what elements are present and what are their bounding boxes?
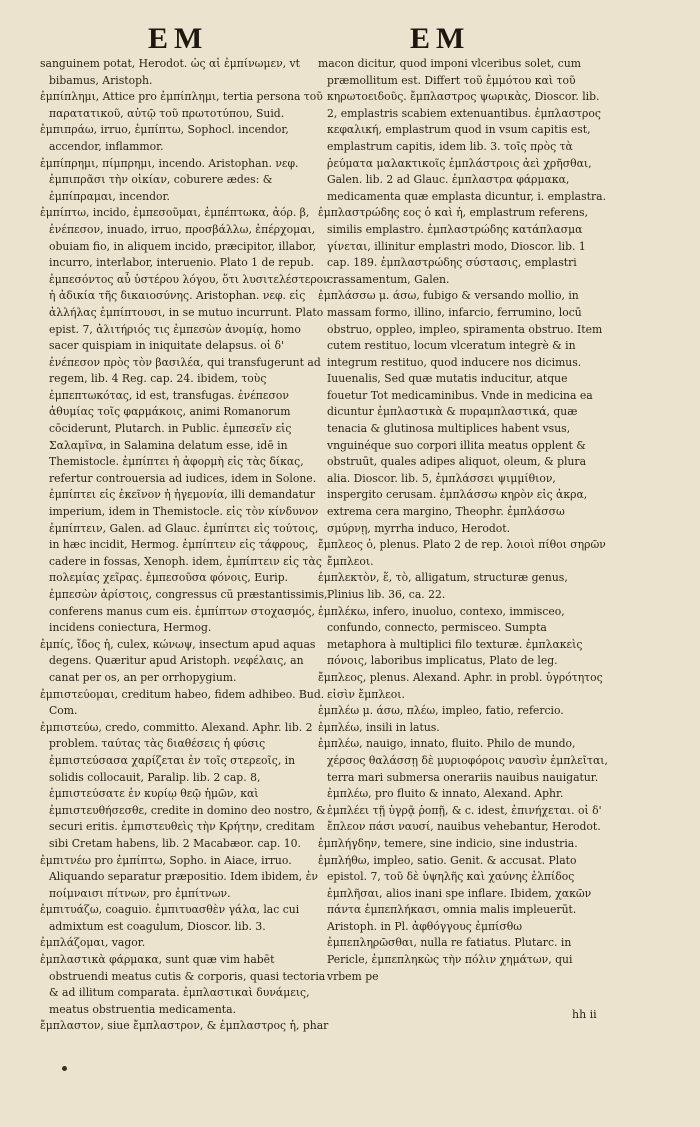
dictionary-entry: ἐμπιπράω, irruo, ἐμπίπτω, Sophocl. incendor, accendor, inflammor.: [40, 123, 289, 153]
dictionary-entry: ἐμπιστεύομαι, creditum habeo, fidem adhibeo. Bud. Com.: [40, 687, 325, 718]
ink-dot: [62, 1066, 67, 1071]
right-column: [318, 56, 608, 985]
dictionary-entry: ἔμπλαστον, siue ἔμπλαστρον, & ἐμπλαστρος ἡ, phar: [40, 1019, 329, 1033]
dictionary-entry: ἐμπίπρημι, πίμπρημι, incendo. Aristophan. νεφ. ἐμπιπρᾶσι τὴν οἰκίαν, coburere ædes: & ἐμπίπραμαι, incendor.: [40, 156, 299, 203]
dictionary-entry: ἔμπλεος ὁ, plenus. Plato 2 de rep. λοιοὶ πίθοι σηρῶν ἔμπλεοι.: [318, 538, 606, 568]
dictionary-entry: ἐμπλέκω, infero, inuoluo, contexo, immisceo, confundo, connecto, permisceo. Sumpta metaphora à multiplici filo texturæ. ἐμπλακεὶς πόνοις, laboribus implicatus, Plato de leg.: [318, 604, 583, 668]
dictionary-entry: ἐμπλέω, nauigo, innato, fluito. Philo de mundo, χέρσος θαλάσσῃ δὲ μυριοφόροις ναυσὶν ἐμπλεῖται, terra mari submersa onerariis nauibus nauigatur. ἐμπλέω, pro fluito & innato, Alexand. Aphr. ἐμπλέει τῇ ὑγρᾷ ῥοπῇ, & c. idest, ἐπινήχεται. οἱ δ' ἔπλεον πάσι ναυσί, nauibus vehebantur, Herodot.: [318, 737, 608, 834]
dictionary-entry: ἐμπιστεύω, credo, committo. Alexand. Aphr. lib. 2 problem. ταύτας τὰς διαθέσεις ἡ φύσις ἐμπιστεύσασα χαρίζεται ἐν τοῖς στερεοῖς, in solidis collocauit, Paralip. lib. 2 cap. 8, ἐμπιστεύσατε ἐν κυρίῳ θεῷ ἡμῶν, καὶ ἐμπιστευθήσεσθε, credite in domino deo nostro, & securi eritis. ἐμπιστευθεὶς τὴν Κρήτην, creditam sibi Cretam habens, lib. 2 Macabæor. cap. 10.: [40, 720, 326, 850]
dictionary-entry: ἐμπλήγδην, temere, sine indicio, sine industria.: [318, 836, 578, 850]
signature-mark: hh ii: [572, 1008, 597, 1021]
dictionary-entry: sanguinem potat, Herodot. ὡς αἱ ἐμπίνωμεν, vt bibamus, Aristoph.: [40, 57, 300, 87]
dictionary-entry: ἐμπλέω μ. άσω, πλέω, impleo, fatio, refercio.: [318, 704, 564, 718]
dictionary-entry: ἐμπίπλημι, Attice pro ἐμπίπλημι, tertia persona τοῦ παρατατικοῦ, αὐτῷ τοῦ πρωτοτύπου, Suid.: [40, 90, 323, 120]
dictionary-entry: ἐμπλεκτὸν, ἕ, τὸ, alligatum, structuræ genus, Plinius lib. 36, ca. 22.: [318, 571, 568, 601]
dictionary-entry: ἔμπλεος, plenus. Alexand. Aphr. in probl. ὑγρότητος εἰσὶν ἔμπλεοι.: [318, 670, 603, 701]
dictionary-entry: ἐμπιτυάζω, coaguio. ἐμπιτυασθὲν γάλα, lac cui admixtum est coagulum, Dioscor. lib. 3.: [40, 903, 300, 933]
dictionary-entry: ἐμπλέω, insili in latus.: [318, 720, 440, 734]
dictionary-entry: ἐμπλήθω, impleo, satio. Genit. & accusat. Plato epistol. 7, τοῦ δὲ ὑψηλῆς καὶ χαύνης ἐλπίδος ἐμπλῆσαι, alios inani spe inflare. Ibidem, χακῶν πάντα ἐμπεπλήκασι, omnia malis impleuerūt. Aristoph. in Pl. ἀφθόγγους ἐμπίσθω ἐμπεπληρῶσθαι, nulla re fatiatus. Plutarc. in Pericle, ἐμπεπληκὼς τὴν πόλιν χημάτων, qui vrbem pe: [318, 853, 592, 983]
dictionary-entry: ἐμπίς, ἴδος ἡ, culex, κώνωψ, insectum apud aquas degens. Quæritur apud Aristoph. νεφέλαις, an canat per os, an per orrhopygium.: [40, 637, 316, 684]
dictionary-entry: ἐμπιτνέω pro ἐμπίπτω, Sopho. in Aiace, irruo. Aliquando separatur præpositio. Idem ibidem, ἐν ποίμναισι πίτνων, pro ἐμπίτνων.: [40, 853, 318, 900]
dictionary-entry: macon dicitur, quod imponi vlceribus solet, cum præmollitum est. Differt τοῦ ἐμμότου καὶ τοῦ κηρωτοειδοῦς. ἔμπλαστρος ψωρικὰς, Dioscor. lib. 2, emplastris scabiem extenuantibus. ἐμπλαστρος κεφαλική, emplastrum quod in vsum capitis est, emplastrum capitis, idem lib. 3. τοῖς πρὸς τὰ ῥεύματα μαλακτικοῖς ἐμπλάστροις ἀεὶ χρῆσθαι, Galen. lib. 2 ad Glauc. ἐμπλαστρα φάρμακα, medicamenta quæ emplasta dicuntur, i. emplastra.: [318, 57, 606, 203]
dictionary-entry: ἐμπλαστικὰ φάρμακα, sunt quæ vim habēt obstruendi meatus cutis & corporis, quasi tectoria & ad illitum comparata. ἐμπλαστικαὶ δυνάμεις, meatus obstruentia medicamenta.: [40, 953, 326, 1016]
running-head-right: EM: [410, 22, 471, 55]
dictionary-entry: ἐμπλάζομαι, vagor.: [40, 936, 146, 950]
dictionary-entry: ἐμπλαστρώδης εος ὁ καὶ ἡ, emplastrum referens, similis emplastro. ἐμπλαστρώδης κατάπλασμα γίνεται, illinitur emplastri modo, Dioscor. lib. 1 cap. 189. ἐμπλαστρώδης σύστασις, emplastri crassamentum, Galen.: [318, 206, 589, 286]
running-head-left: EM: [148, 22, 209, 55]
left-column: [40, 56, 330, 1035]
dictionary-entry: ἐμπλάσσω μ. άσω, fubigo & versando mollio, in massam formo, illino, infarcio, ferrumino, locū obstruo, oppleo, impleo, spiramenta obstruo. Item cutem restituo, locum vlceratum integrè & in integrum restituo, quod inducere nos dicimus. Iuuenalis, Sed quæ mutatis inducitur, atque fouetur Tot medicaminibus. Vnde in medicina ea dicuntur ἐμπλαστικὰ & πυραμπλαστικά, quæ tenacia & glutinosa multiplices habent vsus, vnguinéque suo corpori illita meatus opplent & obstruūt, quales adipes aliquot, oleum, & plura alia. Dioscor. lib. 5, ἐμπλάσσει ψιμμίθιον, inspergito cerusam. ἐμπλάσσω κηρὸν εἰς ἀκρα, extrema cera margino, Theophr. ἐμπλάσσω σμύρνῃ, myrrha induco, Herodot.: [318, 289, 603, 535]
dictionary-entry: ἐμπίπτω, incido, ἐμπεσοῦμαι, ἐμπέπτωκα, ἀόρ. β, ἐνέπεσον, inuado, irruo, προσβάλλω, ἐπέρχομαι, obuiam fio, in aliquem incido, præcipitor, illabor, incurro, interlabor, interuenio. Plato 1 de repub. ἐμπεσόντος αὖ ὑστέρου λόγου, ὅτι λυσιτελέστερον ἡ ἀδικία τῆς δικαιοσύνης. Aristophan. νεφ. εἰς ἀλλήλας ἐμπίπτουσι, in se mutuo incurrunt. Plato epist. 7, ἀλιτήριός τις ἐμπεσὼν ἀνομίᾳ, homo sacer quispiam in iniquitate delapsus. οἱ δ' ἐνέπεσον πρὸς τὸν βασιλέα, qui transfugerunt ad regem, lib. 4 Reg. cap. 24. ibidem, τοὺς ἐμπεπτωκότας, id est, transfugas. ἐνέπεσον ἀθυμίας τοῖς φαρμάκοις, animi Romanorum cōciderunt, Plutarch. in Public. ἐμπεσεῖν εἰς Σαλαμῖνα, in Salamina delatum esse, idē in Themistocle. ἐμπίπτει ἡ ἀφορμὴ εἰς τὰς δίκας, refertur controuersia ad iudices, idem in Solone. ἐμπίπτει εἰς ἐκεῖνον ἡ ἡγεμονία, illi demandatur imperium, idem in Themistocle. εἰς τὸν κίνδυνον ἐμπίπτειν, Galen. ad Glauc. ἐμπίπτει εἰς τούτοις, in hæc incidit, Hermog. ἐμπίπτειν εἰς τάφρους, cadere in fossas, Xenoph. idem, ἐμπίπτειν εἰς τὰς πολεμίας χεῖρας. ἐμπεσοῦσα φόνοις, Eurip. ἐμπεσὼν ἀρίστοις, congressus cū præstantissimis, conferens manus cum eis. ἐμπίπτων στοχασμός, incidens coniectura, Hermog.: [40, 206, 330, 635]
